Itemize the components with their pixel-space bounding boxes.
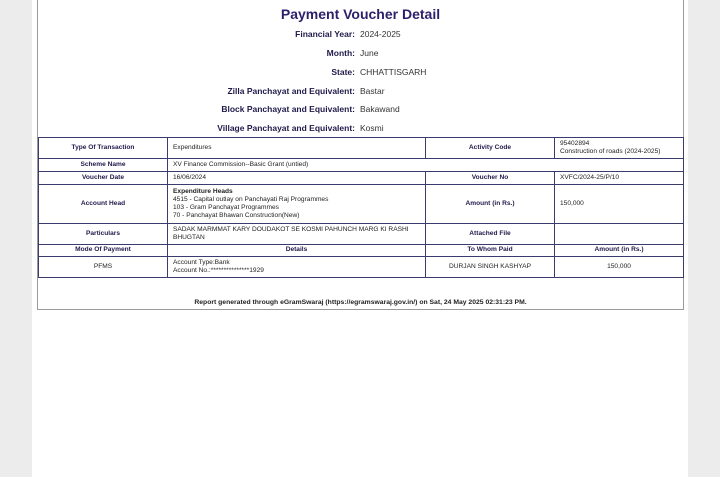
table-header-row <box>39 245 684 257</box>
voucher-no-label: Voucher No <box>426 172 555 185</box>
account-head-line: 70 - Panchayat Bhawan Construction(New) <box>173 212 300 220</box>
report-footer: Report generated through eGramSwaraj (https://egramswaraj.gov.in/) on Sat, 24 May 2025 02:31:23 PM. <box>194 299 527 306</box>
voucher-table <box>38 137 684 278</box>
meta-zilla-panchayat <box>38 86 683 100</box>
column-header: Details <box>168 245 426 257</box>
column-header: Amount (in Rs.) <box>555 245 684 257</box>
voucher-date-value: 16/06/2024 <box>168 172 426 185</box>
meta-value: Bakawand <box>360 104 400 114</box>
payment-details <box>168 257 426 278</box>
attached-file-label: Attached File <box>426 224 555 245</box>
account-head-cell <box>168 185 426 224</box>
meta-value: CHHATTISGARH <box>360 67 427 77</box>
activity-code-label: Activity Code <box>426 138 555 159</box>
table-row <box>39 185 684 224</box>
scheme-name-value: XV Finance Commission--Basic Grant (untied) <box>168 159 684 172</box>
meta-label: Village Panchayat and Equivalent: <box>217 123 355 133</box>
activity-code-desc: Construction of roads (2024-2025) <box>560 148 661 155</box>
meta-label: Block Panchayat and Equivalent: <box>221 104 355 114</box>
meta-value: Bastar <box>360 86 385 96</box>
meta-financial-year <box>38 29 683 43</box>
voucher-no-value: XVFC/2024-25/P/10 <box>555 172 684 185</box>
attached-file-value[interactable] <box>555 224 684 245</box>
meta-label: State: <box>331 67 355 77</box>
voucher-date-label: Voucher Date <box>39 172 168 185</box>
meta-value: 2024-2025 <box>360 29 401 39</box>
account-number: Account No.:***************1929 <box>173 267 264 274</box>
particulars-label: Particulars <box>39 224 168 245</box>
meta-state <box>38 67 683 81</box>
activity-code-cell <box>555 138 684 159</box>
payment-amount: 150,000 <box>555 257 684 278</box>
amount-value: 150,000 <box>555 185 684 224</box>
meta-value: June <box>360 48 379 58</box>
meta-label: Month: <box>326 48 355 58</box>
account-type: Account Type:Bank <box>173 258 230 266</box>
activity-code-value: 95402894 <box>560 139 590 147</box>
table-row <box>39 172 684 185</box>
payee-name: DURJAN SINGH KASHYAP <box>426 257 555 278</box>
particulars-value: SADAK MARMMAT KARY DOUDAKOT SE KOSMI PAHUNCH MARG KI RASHI BHUGTAN <box>168 224 426 245</box>
scheme-name-label: Scheme Name <box>39 159 168 172</box>
meta-block-panchayat <box>38 104 683 118</box>
table-row <box>39 224 684 245</box>
account-head-title: Expenditure Heads <box>173 187 233 195</box>
meta-village-panchayat <box>38 123 683 137</box>
meta-month <box>38 48 683 62</box>
account-head-line: 4515 - Capital outlay on Panchayati Raj Programmes <box>173 195 329 203</box>
type-of-transaction-value: Expenditures <box>168 138 426 159</box>
page-sheet <box>32 0 688 477</box>
page-title: Payment Voucher Detail <box>280 6 441 22</box>
meta-label: Zilla Panchayat and Equivalent: <box>227 86 355 96</box>
payment-mode: PFMS <box>39 257 168 278</box>
voucher-panel <box>37 0 684 310</box>
account-head-line: 103 - Gram Panchayat Programmes <box>173 204 279 211</box>
table-row <box>39 138 684 159</box>
table-row <box>39 257 684 278</box>
type-of-transaction-label: Type Of Transaction <box>39 138 168 159</box>
column-header: Mode Of Payment <box>39 245 168 257</box>
amount-label: Amount (in Rs.) <box>426 185 555 224</box>
meta-value: Kosmi <box>360 123 384 133</box>
account-head-label: Account Head <box>39 185 168 224</box>
table-row <box>39 159 684 172</box>
meta-label: Financial Year: <box>295 29 355 39</box>
column-header: To Whom Paid <box>426 245 555 257</box>
